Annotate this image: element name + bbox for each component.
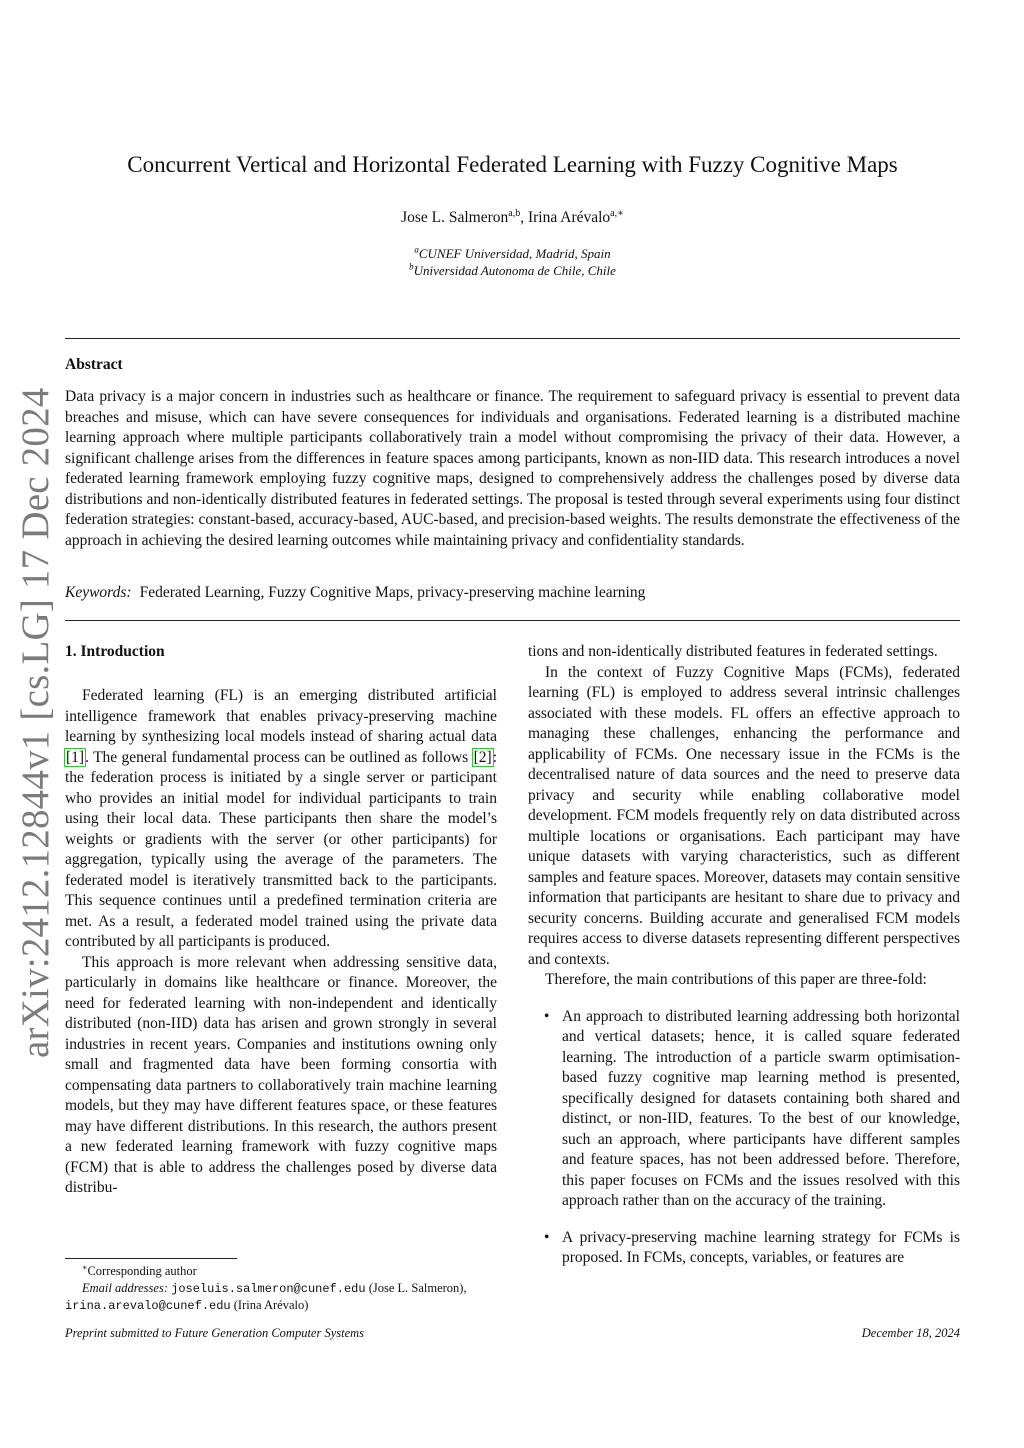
abstract-body: Data privacy is a major concern in industries such as healthcare or finance. The requirement to safeguard privacy is essential to prevent data breaches and misuse, which can have severe consequences for individuals and organisations. Federated learning is a distributed machine learning approach where multiple participants collaboratively train a model without compromising the privacy of their data. However, a significant challenge arises from the differences in feature spaces among participants, known as non-IID data. This research introduces a novel federated learning framework employing fuzzy cognitive maps, designed to comprehensively address the challenges posed by diverse data distributions and non-identically distributed features in federated settings. The proposal is tested through several experiments using four distinct federation strategies: constant-based, accuracy-based, AUC-based, and precision-based weights. The results demonstrate the effectiveness of the approach in achieving the desired learning outcomes while maintaining privacy and confidentiality standards. — [65, 388, 960, 549]
affiliation — [65, 262, 960, 279]
citation-link-2[interactable]: [2] — [473, 748, 492, 766]
corresponding-author-text: Corresponding author — [87, 1264, 197, 1278]
email-addresses — [65, 1280, 497, 1298]
paragraph-text: Federated learning (FL) is an emerging distributed artificial intelligence framework that enables privacy-preserving machine learning by synthesizing local models instead of sharing actual data — [65, 687, 497, 745]
author-name: Irina Arévalo — [527, 209, 611, 226]
bullet-icon: • — [544, 1228, 550, 1246]
author-name: Jose L. Salmeron — [401, 209, 509, 226]
paragraph-text: : the federation process is initiated by a single server or participant who provides an initial model for individual participants to train using their local data. These participants then share the model’s weights or gradients with the server (or other participants) for aggregation, typically using the average of the parameters. The federated model is iteratively transmitted back to the participants. This sequence continues until a predefined termination criteria are met. As a result, a federated model trained using the private data contributed by all participants is produced. — [65, 748, 497, 950]
footnote — [65, 1263, 497, 1315]
abstract-heading: Abstract — [65, 356, 123, 373]
section-heading-introduction: 1. Introduction — [65, 643, 165, 660]
intro-paragraph-3: In the context of Fuzzy Cognitive Maps (FCMs), federated learning (FL) is employed to address several intrinsic challenges associated with these models. FL offers an effective approach to managing these challenges, enhancing the performance and applicability of FCMs. One necessary issue in the FCMs is the decentralised nature of data sources and the need to preserve data privacy and security while enabling collaborative model development. FCM models frequently rely on data distributed across multiple locations or organisations. Each participant may have unique datasets with varying characteristics, such as different samples and feature spaces. Moreover, datasets may contain sensitive information that participants are hesitant to share due to privacy and security concerns. Building accurate and generalised FCM models requires access to diverse datasets representing different perspectives and contexts. — [528, 663, 960, 968]
footnote-rule — [65, 1258, 237, 1259]
bullet-icon: • — [544, 1007, 550, 1025]
affiliation-mark: b — [409, 261, 414, 272]
affiliation — [65, 245, 960, 262]
left-column — [65, 642, 497, 1199]
arxiv-identifier-stamp: arXiv:2412.12844v1 [cs.LG] 17 Dec 2024 — [14, 387, 57, 1058]
keywords — [65, 583, 960, 603]
intro-paragraph-2: This approach is more relevant when addressing sensitive data, particularly in domains like healthcare or finance. Moreover, the need for federated learning with non-independent and identically distributed (non-IID) data has arisen and grown strongly in several industries in recent years. Companies and institutions owning only small and fragmented data have been forming consortia with compensating data partners to collaboratively train machine learning models, but they may have different features space, or these features may have different distributions. In this research, the authors present a new federated learning framework with fuzzy cognitive maps (FCM) that is able to address the challenges posed by diverse data distribu- — [65, 953, 497, 1196]
author-affiliation-mark: a,b — [508, 207, 521, 219]
author-affiliation-mark: a,∗ — [610, 207, 624, 219]
paragraph-text: . The general fundamental process can be outlined as follows — [85, 748, 473, 766]
list-item — [528, 1007, 960, 1212]
footer-date: December 18, 2024 — [861, 1326, 960, 1340]
affiliation-text: Universidad Autonoma de Chile, Chile — [413, 263, 616, 278]
email-owner-2: (Irina Arévalo) — [230, 1298, 309, 1312]
corresponding-author-note — [65, 1263, 497, 1280]
intro-paragraph-4: Therefore, the main contributions of this paper are three-fold: — [545, 971, 927, 988]
affiliation-mark: a — [414, 244, 419, 255]
citation-link-1[interactable]: [1] — [66, 748, 85, 766]
paper-title: Concurrent Vertical and Horizontal Federated Learning with Fuzzy Cognitive Maps — [127, 152, 898, 177]
footnote-mark: ∗ — [82, 1262, 88, 1272]
author-list — [65, 207, 960, 229]
intro-paragraph-2-continued: tions and non-identically distributed features in federated settings. — [528, 643, 938, 660]
email-addresses-continued — [65, 1297, 497, 1315]
affiliation-list — [65, 245, 960, 279]
footer-journal-note: Preprint submitted to Future Generation Computer Systems — [65, 1326, 365, 1340]
keywords-label: Keywords: — [65, 584, 132, 601]
affiliation-text: CUNEF Universidad, Madrid, Spain — [418, 246, 611, 261]
list-item-text: An approach to distributed learning addressing both horizontal and vertical datasets; hence, it is called square federated learning. The introduction of a particle swarm optimisation-based fuzzy cognitive map learning method is presented, specifically designed for datasets containing both shared and distinct, or non-IID, features. To the best of our knowledge, such an approach, where participants have different samples and feature spaces, has not been addressed before. Therefore, this paper focuses on FCMs and the issues resolved with this approach rather than on the accuracy of the training. — [562, 1007, 960, 1209]
intro-paragraph-1 — [65, 686, 497, 953]
contributions-list — [528, 1007, 960, 1269]
right-column — [528, 642, 960, 1285]
list-item — [528, 1228, 960, 1269]
author-separator: , — [520, 209, 528, 226]
email-link-2[interactable]: irina.arevalo@cunef.edu — [65, 1299, 231, 1313]
email-link-1[interactable]: joseluis.salmeron@cunef.edu — [171, 1281, 366, 1296]
abstract-bottom-rule — [65, 620, 960, 621]
email-owner-1: (Jose L. Salmeron), — [365, 1280, 467, 1295]
keywords-text: Federated Learning, Fuzzy Cognitive Maps, privacy-preserving machine learning — [139, 584, 646, 601]
email-label: Email addresses: — [82, 1280, 168, 1295]
abstract-top-rule — [65, 338, 960, 339]
list-item-text: A privacy-preserving machine learning strategy for FCMs is proposed. In FCMs, concepts, variables, or features are — [562, 1228, 960, 1266]
